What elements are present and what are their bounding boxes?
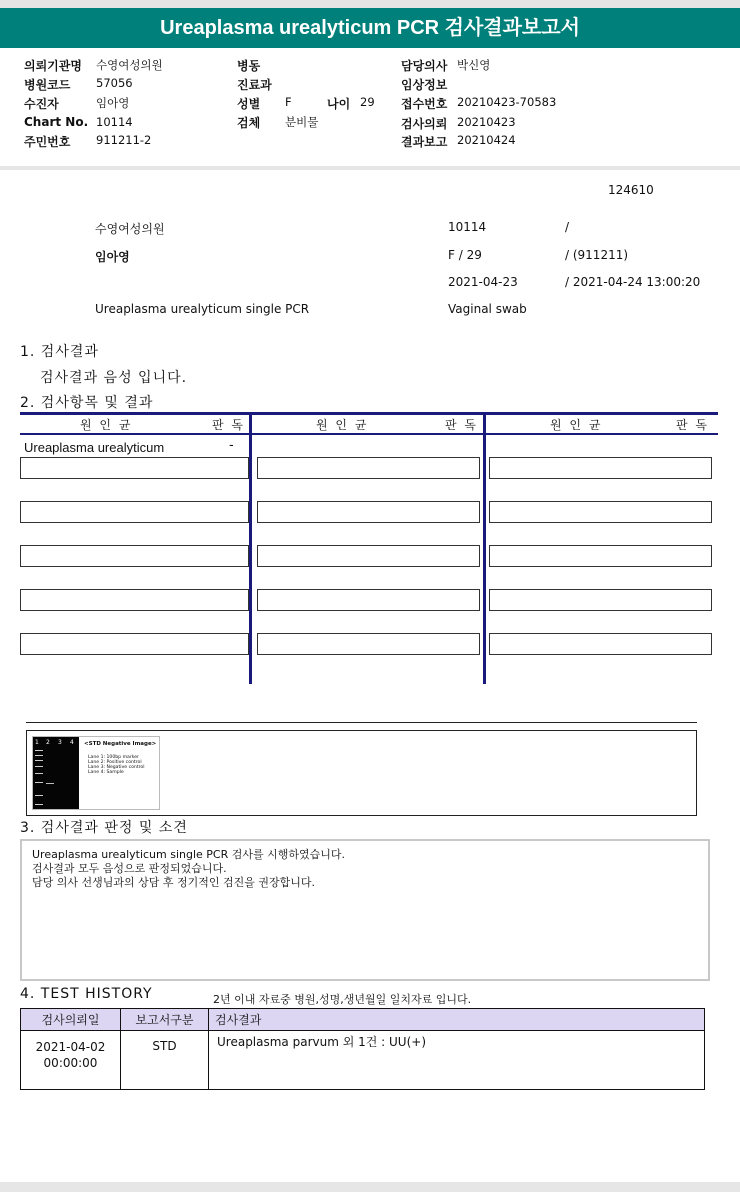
gel-band — [35, 773, 43, 774]
opinion-line: Ureaplasma urealyticum single PCR 검사를 시행하였습니다. — [32, 848, 345, 861]
info-code: 124610 — [608, 183, 654, 197]
result-box — [489, 545, 712, 567]
result-box — [257, 545, 480, 567]
history-header-result: 검사결과 — [209, 1009, 705, 1031]
gel-lane-label: 1 — [35, 739, 39, 746]
gel-legend-3: Lane 3: Negative control — [88, 765, 145, 770]
bottom-strip — [0, 1182, 740, 1192]
result-box — [257, 589, 480, 611]
result-box — [20, 633, 249, 655]
gel-top-rule — [26, 722, 697, 723]
hdr-label-request: 검사의뢰 — [401, 117, 448, 131]
result-organism: Ureaplasma urealyticum — [24, 440, 165, 455]
info-report-datetime: / 2021-04-24 13:00:20 — [565, 275, 701, 289]
hdr-label-resid: 주민번호 — [24, 135, 71, 149]
result-box — [489, 501, 712, 523]
top-strip — [0, 0, 740, 8]
col2-cause-header: 원 인 균 — [316, 418, 369, 432]
hdr-label-patient: 수진자 — [24, 97, 59, 111]
hdr-label-clinical: 임상정보 — [401, 78, 448, 92]
info-clinic: 수영여성의원 — [95, 222, 165, 236]
hdr-label-specimen: 검체 — [237, 116, 261, 130]
history-result: Ureaplasma parvum 외 1건 : UU(+) — [209, 1031, 705, 1090]
hdr-value-receipt: 20210423-70583 — [457, 95, 557, 109]
section1-text: 검사결과 음성 입니다. — [40, 370, 188, 386]
gel-lanes — [33, 737, 79, 809]
history-header-date: 검사의뢰일 — [21, 1009, 121, 1031]
hdr-value-age: 29 — [360, 95, 375, 109]
gel-band — [35, 795, 43, 796]
hdr-label-report: 결과보고 — [401, 135, 448, 149]
table-header-rule — [20, 433, 718, 435]
hdr-label-chart: Chart No. — [24, 115, 89, 129]
hdr-value-request: 20210423 — [457, 115, 516, 129]
hdr-label-receipt: 접수번호 — [401, 97, 448, 111]
history-time: 00:00:00 — [43, 1056, 98, 1070]
gel-band — [35, 755, 43, 756]
info-request-date: 2021-04-23 — [448, 275, 518, 289]
result-box — [20, 501, 249, 523]
hdr-label-org: 의뢰기관명 — [24, 59, 82, 73]
result-box — [20, 589, 249, 611]
result-box — [489, 457, 712, 479]
opinion-box — [20, 839, 710, 981]
history-table — [20, 1008, 705, 1090]
gel-lane-label: 3 — [58, 739, 62, 746]
gel-lane-label: 4 — [70, 739, 74, 746]
info-chart: 10114 — [448, 220, 487, 234]
table-row — [21, 1031, 705, 1090]
hdr-value-specimen: 분비물 — [285, 115, 319, 129]
info-specimen: Vaginal swab — [448, 302, 527, 316]
history-date: 2021-04-02 — [35, 1040, 106, 1054]
result-box — [489, 633, 712, 655]
gel-band — [35, 760, 43, 761]
hdr-label-age: 나이 — [327, 97, 351, 111]
info-patient: 임아영 — [95, 250, 130, 264]
result-box — [489, 589, 712, 611]
result-judgement: - — [229, 438, 234, 453]
hdr-value-report: 20210424 — [457, 133, 516, 147]
gel-band — [35, 750, 43, 751]
report-title: Ureaplasma urealyticum PCR 검사결과보고서 — [0, 8, 740, 48]
result-box — [257, 633, 480, 655]
hdr-value-sex: F — [285, 95, 292, 109]
hdr-value-doctor: 박신영 — [457, 58, 491, 72]
col3-judge-header: 판 독 — [676, 418, 709, 432]
hdr-value-patient: 임아영 — [96, 96, 130, 110]
gel-band — [35, 766, 43, 767]
col3-cause-header: 원 인 균 — [550, 418, 603, 432]
history-type: STD — [121, 1031, 209, 1090]
col1-cause-header: 원 인 균 — [80, 418, 133, 432]
gel-legend-4: Lane 4: Sample — [88, 770, 124, 775]
gel-legend-2: Lane 2: Positive control — [88, 760, 142, 765]
hdr-value-hospcode: 57056 — [96, 76, 133, 90]
hdr-label-doctor: 담당의사 — [401, 59, 448, 73]
hdr-label-hospcode: 병원코드 — [24, 78, 71, 92]
hdr-value-org: 수영여성의원 — [96, 58, 163, 72]
history-date-cell — [21, 1031, 121, 1090]
result-box — [257, 457, 480, 479]
hdr-label-sex: 성별 — [237, 97, 261, 111]
gel-title: <STD Negative Image> — [84, 741, 157, 747]
hdr-value-resid: 911211-2 — [96, 133, 152, 147]
info-birth: / (911211) — [565, 248, 629, 262]
info-sex-age: F / 29 — [448, 248, 482, 262]
section1-title: 1. 검사결과 — [20, 344, 99, 360]
result-box — [20, 545, 249, 567]
opinion-line: 담당 의사 선생님과의 상담 후 정기적인 검진을 권장합니다. — [32, 876, 315, 889]
gel-band — [35, 782, 43, 783]
history-note: 2년 이내 자료중 병원,성명,생년월일 일치자료 입니다. — [213, 993, 472, 1006]
gel-lane-label: 2 — [46, 739, 50, 746]
table-top-rule — [20, 412, 718, 415]
hdr-label-dept: 진료과 — [237, 78, 272, 92]
col2-judge-header: 판 독 — [445, 418, 478, 432]
history-header-type: 보고서구분 — [121, 1009, 209, 1031]
section4-title: 4. TEST HISTORY — [20, 986, 153, 1002]
result-box — [20, 457, 249, 479]
info-test-name: Ureaplasma urealyticum single PCR — [95, 302, 310, 316]
col-divider-2 — [483, 412, 486, 684]
section3-title: 3. 검사결과 판정 및 소견 — [20, 820, 188, 836]
hdr-label-ward: 병동 — [237, 59, 261, 73]
gel-band — [46, 783, 54, 784]
gel-legend-1: Lane 1: 100bp marker — [88, 755, 139, 760]
section2-title: 2. 검사항목 및 결과 — [20, 395, 154, 411]
header-separator — [0, 166, 740, 170]
gel-band — [35, 804, 43, 805]
hdr-value-chart: 10114 — [96, 115, 133, 129]
result-box — [257, 501, 480, 523]
opinion-line: 검사결과 모두 음성으로 판정되었습니다. — [32, 862, 227, 875]
col1-judge-header: 판 독 — [212, 418, 245, 432]
info-slash: / — [565, 220, 570, 234]
col-divider-1 — [249, 412, 252, 684]
